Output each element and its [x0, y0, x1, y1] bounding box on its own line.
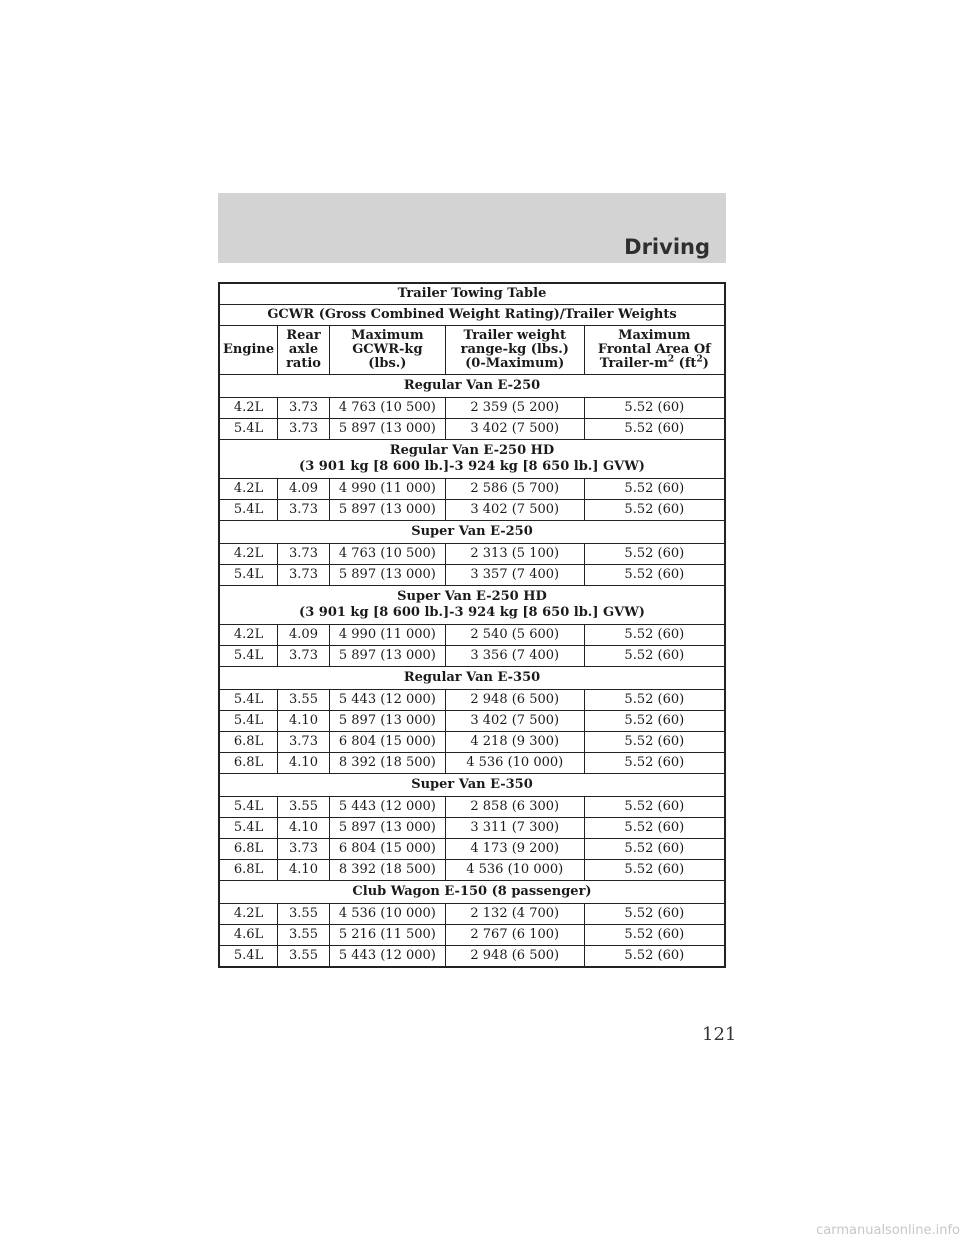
header-line: axle — [288, 342, 319, 357]
cell-frontal-area: 5.52 (60) — [584, 419, 725, 440]
cell-axle-ratio: 3.73 — [278, 732, 330, 753]
cell-trailer-weight: 4 536 (10 000) — [445, 753, 584, 774]
cell-engine: 5.4L — [219, 565, 278, 586]
cell-axle-ratio: 3.55 — [278, 690, 330, 711]
cell-frontal-area: 5.52 (60) — [584, 646, 725, 667]
cell-frontal-area: 5.52 (60) — [584, 625, 725, 646]
table-row — [219, 500, 725, 521]
table-row — [219, 946, 725, 968]
header-line: Trailer weight — [463, 328, 566, 343]
cell-max-gcwr: 5 443 (12 000) — [329, 690, 445, 711]
cell-engine: 4.2L — [219, 479, 278, 500]
cell-trailer-weight: 2 540 (5 600) — [445, 625, 584, 646]
cell-frontal-area: 5.52 (60) — [584, 690, 725, 711]
table-row — [219, 398, 725, 419]
trailer-towing-table — [218, 282, 726, 968]
header-rear-axle — [278, 326, 330, 375]
cell-frontal-area: 5.52 (60) — [584, 544, 725, 565]
table-row — [219, 732, 725, 753]
table-row — [219, 565, 725, 586]
cell-trailer-weight: 3 311 (7 300) — [445, 818, 584, 839]
cell-max-gcwr: 5 443 (12 000) — [329, 797, 445, 818]
header-line: Maximum — [618, 328, 691, 343]
cell-engine: 6.8L — [219, 860, 278, 881]
cell-axle-ratio: 3.73 — [278, 398, 330, 419]
group-header-row — [219, 440, 725, 479]
cell-axle-ratio: 4.09 — [278, 625, 330, 646]
cell-engine: 5.4L — [219, 946, 278, 968]
header-trailer-weight — [445, 326, 584, 375]
cell-max-gcwr: 5 897 (13 000) — [329, 818, 445, 839]
group-title-text: Super Van E-250 — [411, 524, 533, 539]
group-title-text: Super Van E-350 — [411, 777, 533, 792]
cell-trailer-weight: 2 359 (5 200) — [445, 398, 584, 419]
cell-trailer-weight: 3 356 (7 400) — [445, 646, 584, 667]
cell-axle-ratio: 3.73 — [278, 500, 330, 521]
cell-max-gcwr: 6 804 (15 000) — [329, 839, 445, 860]
cell-frontal-area: 5.52 (60) — [584, 797, 725, 818]
cell-axle-ratio: 3.55 — [278, 925, 330, 946]
cell-max-gcwr: 6 804 (15 000) — [329, 732, 445, 753]
cell-frontal-area: 5.52 (60) — [584, 818, 725, 839]
cell-engine: 6.8L — [219, 732, 278, 753]
cell-max-gcwr: 4 536 (10 000) — [329, 904, 445, 925]
superscript: 2 — [667, 354, 675, 365]
cell-engine: 5.4L — [219, 797, 278, 818]
cell-axle-ratio: 4.10 — [278, 860, 330, 881]
cell-engine: 4.2L — [219, 625, 278, 646]
cell-trailer-weight: 3 402 (7 500) — [445, 500, 584, 521]
cell-frontal-area: 5.52 (60) — [584, 479, 725, 500]
cell-max-gcwr: 5 897 (13 000) — [329, 565, 445, 586]
cell-axle-ratio: 4.09 — [278, 479, 330, 500]
cell-trailer-weight: 3 357 (7 400) — [445, 565, 584, 586]
cell-max-gcwr: 8 392 (18 500) — [329, 753, 445, 774]
cell-axle-ratio: 4.10 — [278, 711, 330, 732]
cell-engine: 5.4L — [219, 500, 278, 521]
page-number: 121 — [702, 1024, 737, 1045]
cell-trailer-weight: 2 313 (5 100) — [445, 544, 584, 565]
group-title-text: Club Wagon E-150 (8 passenger) — [352, 884, 592, 899]
cell-axle-ratio: 3.73 — [278, 544, 330, 565]
group-header-row — [219, 375, 725, 398]
table-row — [219, 544, 725, 565]
cell-axle-ratio: 3.55 — [278, 904, 330, 925]
header-line: Maximum — [351, 328, 424, 343]
header-frontal-area — [584, 326, 725, 375]
cell-frontal-area: 5.52 (60) — [584, 946, 725, 968]
cell-axle-ratio: 4.10 — [278, 753, 330, 774]
cell-trailer-weight: 2 132 (4 700) — [445, 904, 584, 925]
cell-engine: 4.6L — [219, 925, 278, 946]
table-row — [219, 419, 725, 440]
cell-axle-ratio: 3.55 — [278, 797, 330, 818]
cell-axle-ratio: 3.73 — [278, 419, 330, 440]
cell-max-gcwr: 4 763 (10 500) — [329, 398, 445, 419]
section-header-band — [218, 193, 726, 263]
header-line: Frontal Area Of — [597, 342, 711, 357]
cell-max-gcwr: 5 897 (13 000) — [329, 419, 445, 440]
header-line: ratio — [286, 356, 321, 371]
cell-engine: 4.2L — [219, 544, 278, 565]
cell-frontal-area: 5.52 (60) — [584, 904, 725, 925]
vehicle-group-title — [219, 586, 725, 625]
cell-trailer-weight: 3 402 (7 500) — [445, 711, 584, 732]
table-title: Trailer Towing Table — [219, 283, 725, 305]
table-row — [219, 818, 725, 839]
header-engine: Engine — [219, 326, 278, 375]
cell-axle-ratio: 3.73 — [278, 646, 330, 667]
cell-frontal-area: 5.52 (60) — [584, 500, 725, 521]
vehicle-group-title — [219, 521, 725, 544]
group-title-text: Super Van E-250 HD — [397, 589, 547, 604]
table-row — [219, 690, 725, 711]
cell-engine: 4.2L — [219, 398, 278, 419]
cell-frontal-area: 5.52 (60) — [584, 753, 725, 774]
cell-engine: 5.4L — [219, 711, 278, 732]
watermark: carmanualsonline.info — [816, 1223, 960, 1238]
cell-engine: 6.8L — [219, 753, 278, 774]
header-line: GCWR-kg — [352, 342, 423, 357]
cell-trailer-weight: 4 536 (10 000) — [445, 860, 584, 881]
vehicle-group-title — [219, 881, 725, 904]
cell-frontal-area: 5.52 (60) — [584, 839, 725, 860]
cell-trailer-weight: 3 402 (7 500) — [445, 419, 584, 440]
cell-trailer-weight: 4 173 (9 200) — [445, 839, 584, 860]
table-row — [219, 479, 725, 500]
cell-max-gcwr: 5 897 (13 000) — [329, 500, 445, 521]
cell-frontal-area: 5.52 (60) — [584, 711, 725, 732]
cell-max-gcwr: 5 897 (13 000) — [329, 711, 445, 732]
vehicle-group-title — [219, 440, 725, 479]
group-subtitle-text: (3 901 kg [8 600 lb.]-3 924 kg [8 650 lb.] GVW) — [299, 459, 645, 474]
cell-engine: 6.8L — [219, 839, 278, 860]
cell-axle-ratio: 3.73 — [278, 839, 330, 860]
table-row — [219, 839, 725, 860]
cell-trailer-weight: 2 586 (5 700) — [445, 479, 584, 500]
table-row — [219, 625, 725, 646]
header-text: (ft — [674, 356, 697, 371]
table-row — [219, 797, 725, 818]
group-title-text: Regular Van E-250 — [403, 378, 541, 393]
table-subtitle: GCWR (Gross Combined Weight Rating)/Trailer Weights — [219, 305, 725, 326]
cell-frontal-area: 5.52 (60) — [584, 860, 725, 881]
cell-axle-ratio: 3.55 — [278, 946, 330, 968]
header-line — [587, 354, 722, 371]
header-line: range-kg (lbs.) — [460, 342, 569, 357]
group-header-row — [219, 667, 725, 690]
table-header-row — [219, 326, 725, 375]
group-header-row — [219, 586, 725, 625]
header-line: Rear — [286, 328, 321, 343]
cell-trailer-weight: 4 218 (9 300) — [445, 732, 584, 753]
cell-engine: 4.2L — [219, 904, 278, 925]
cell-axle-ratio: 4.10 — [278, 818, 330, 839]
cell-trailer-weight: 2 948 (6 500) — [445, 690, 584, 711]
header-line: (0-Maximum) — [465, 356, 565, 371]
cell-trailer-weight: 2 767 (6 100) — [445, 925, 584, 946]
cell-engine: 5.4L — [219, 690, 278, 711]
header-line: (lbs.) — [368, 356, 407, 371]
vehicle-group-title — [219, 774, 725, 797]
cell-max-gcwr: 4 990 (11 000) — [329, 479, 445, 500]
cell-frontal-area: 5.52 (60) — [584, 925, 725, 946]
table-row — [219, 646, 725, 667]
header-text: ) — [702, 356, 709, 371]
cell-frontal-area: 5.52 (60) — [584, 398, 725, 419]
cell-max-gcwr: 4 990 (11 000) — [329, 625, 445, 646]
group-header-row — [219, 881, 725, 904]
group-header-row — [219, 521, 725, 544]
cell-frontal-area: 5.52 (60) — [584, 732, 725, 753]
cell-max-gcwr: 8 392 (18 500) — [329, 860, 445, 881]
header-text: Trailer-m — [599, 356, 668, 371]
cell-trailer-weight: 2 948 (6 500) — [445, 946, 584, 968]
group-title-text: Regular Van E-250 HD — [389, 443, 555, 458]
table-row — [219, 925, 725, 946]
table-row — [219, 904, 725, 925]
cell-axle-ratio: 3.73 — [278, 565, 330, 586]
cell-frontal-area: 5.52 (60) — [584, 565, 725, 586]
group-title-text: Regular Van E-350 — [403, 670, 541, 685]
table-row — [219, 753, 725, 774]
cell-max-gcwr: 5 443 (12 000) — [329, 946, 445, 968]
superscript: 2 — [696, 354, 703, 365]
cell-trailer-weight: 2 858 (6 300) — [445, 797, 584, 818]
cell-max-gcwr: 5 897 (13 000) — [329, 646, 445, 667]
group-header-row — [219, 774, 725, 797]
section-title: Driving — [624, 235, 710, 259]
group-subtitle-text: (3 901 kg [8 600 lb.]-3 924 kg [8 650 lb.] GVW) — [299, 605, 645, 620]
cell-max-gcwr: 5 216 (11 500) — [329, 925, 445, 946]
vehicle-group-title — [219, 375, 725, 398]
table-row — [219, 860, 725, 881]
cell-engine: 5.4L — [219, 419, 278, 440]
cell-max-gcwr: 4 763 (10 500) — [329, 544, 445, 565]
header-max-gcwr — [329, 326, 445, 375]
vehicle-group-title — [219, 667, 725, 690]
table-row — [219, 711, 725, 732]
cell-engine: 5.4L — [219, 818, 278, 839]
cell-engine: 5.4L — [219, 646, 278, 667]
